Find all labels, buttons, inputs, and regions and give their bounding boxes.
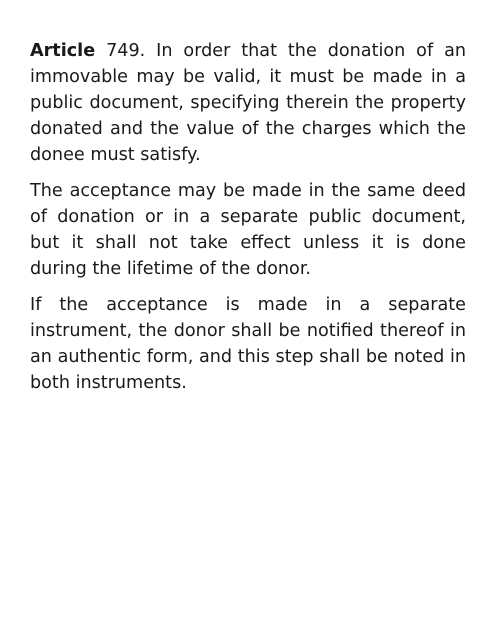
article-paragraph-3: If the acceptance is made in a separate instrument, the donor shall be notified thereof in an authentic form, and this step shall be noted in both instruments. xyxy=(30,295,466,393)
article-text-1: In order that the donation of an immovable may be valid, it must be made in a public document, specifying therein the property donated and the value of the charges which the donee must satisfy. xyxy=(30,41,466,165)
article-number: 749. xyxy=(106,41,146,61)
article-label: Article xyxy=(30,41,96,61)
article-paragraph-1 xyxy=(30,38,466,168)
document-page xyxy=(30,38,466,406)
article-paragraph-2: The acceptance may be made in the same deed of donation or in a separate public document, but it shall not take effect unless it is done during the lifetime of the donor. xyxy=(30,181,466,279)
